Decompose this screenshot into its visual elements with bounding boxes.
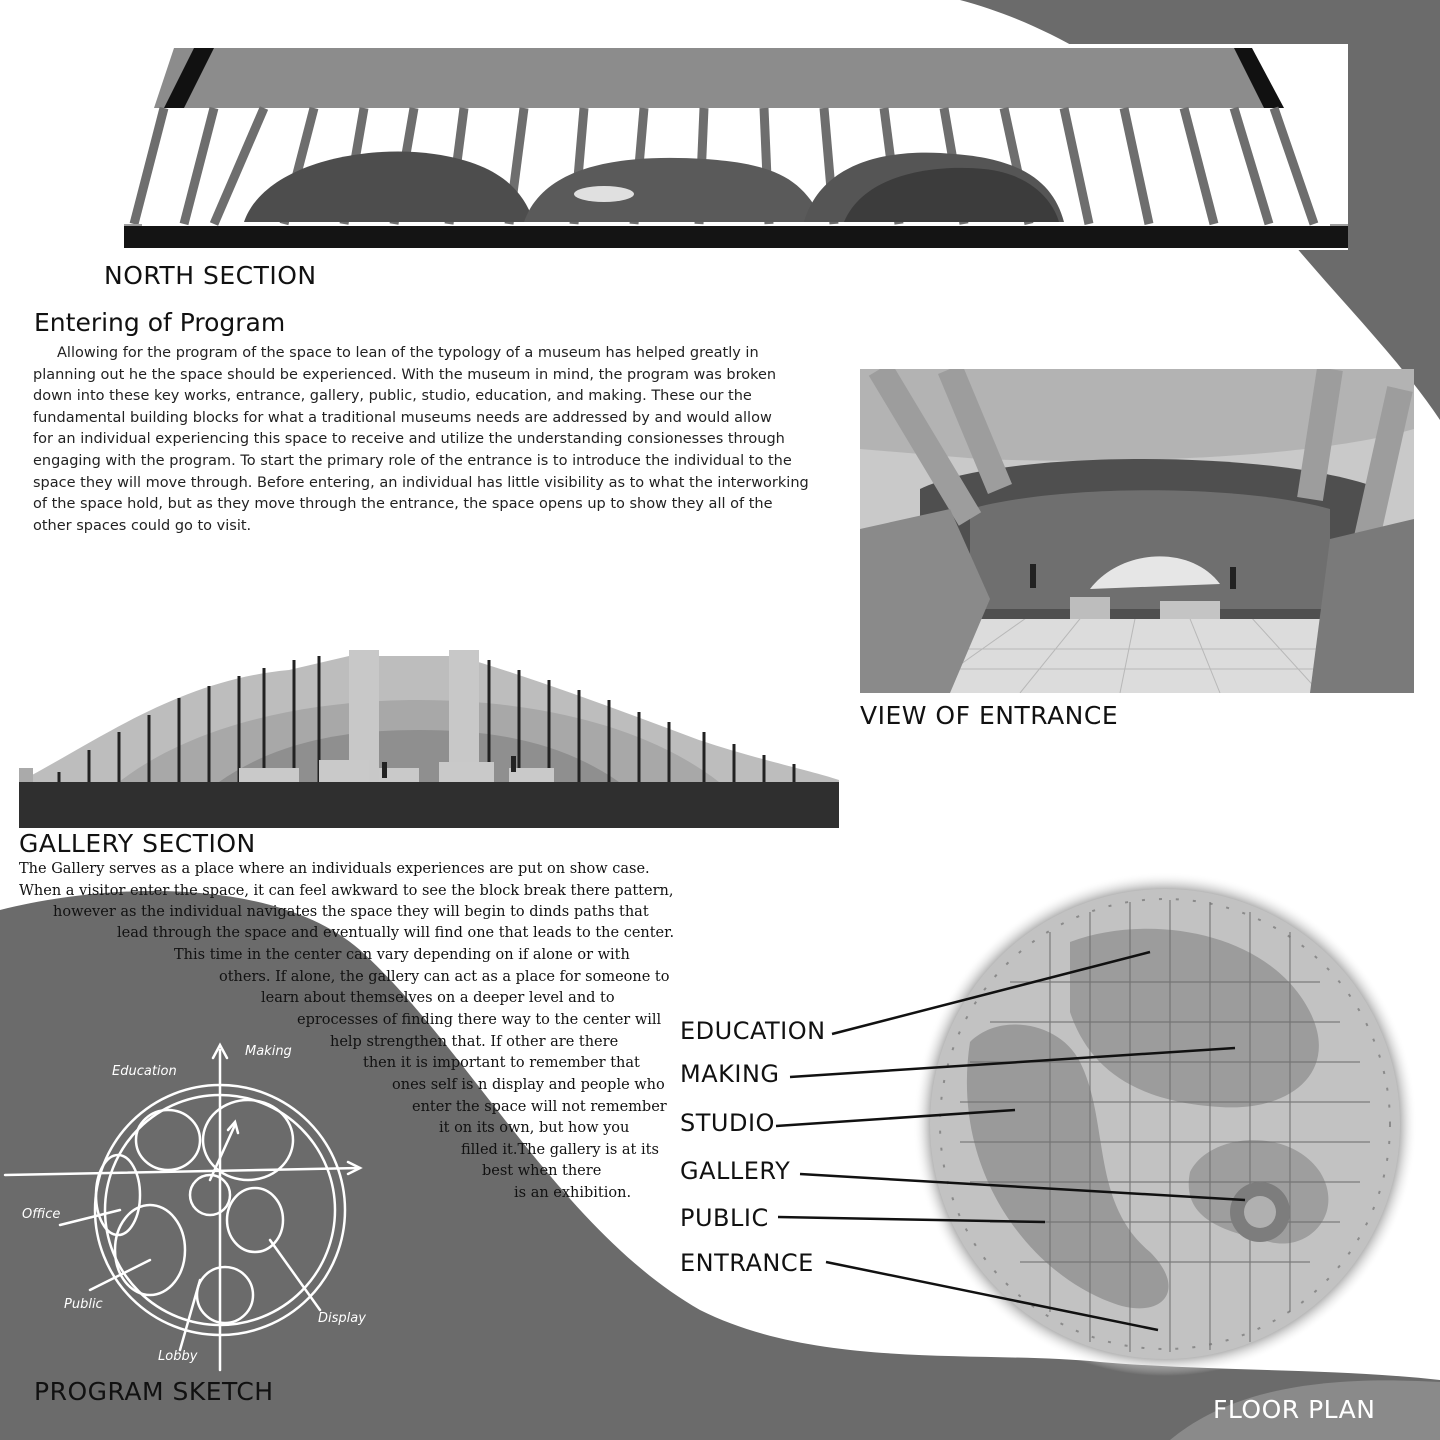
floor-plan-label-making: MAKING xyxy=(680,1060,780,1088)
text-line: lead through the space and eventually will find one that leads to the center. xyxy=(117,925,675,941)
text-line: learn about themselves on a deeper level and to xyxy=(261,990,615,1006)
text-line: fundamental building blocks for what a traditional museums needs are addressed by and would allow xyxy=(33,409,772,426)
sketch-label-display: Display xyxy=(318,1311,366,1326)
gallery-section-caption: GALLERY SECTION xyxy=(19,829,256,858)
floor-plan-label-entrance: ENTRANCE xyxy=(680,1249,814,1277)
text-line: then it is important to remember that xyxy=(363,1055,640,1071)
sketch-label-public: Public xyxy=(64,1297,103,1312)
text-line: The Gallery serves as a place where an individuals experiences are put on show case. xyxy=(19,861,650,877)
text-line: others. If alone, the gallery can act as a place for someone to xyxy=(219,969,670,985)
text-line: it on its own, but how you xyxy=(439,1120,630,1136)
entering-program-heading: Entering of Program xyxy=(34,308,286,337)
text-line: down into these key works, entrance, gallery, public, studio, education, and making. These our the xyxy=(33,388,752,405)
text-line: planning out he the space should be experienced. With the museum in mind, the program was broken xyxy=(33,366,777,383)
view-of-entrance-caption: VIEW OF ENTRANCE xyxy=(860,701,1119,730)
text-line: however as the individual navigates the space they will begin to dinds paths that xyxy=(53,904,649,920)
text-line: When a visitor enter the space, it can feel awkward to see the block break there pattern, xyxy=(19,883,674,899)
text-line: filled it.The gallery is at its xyxy=(461,1142,659,1158)
text-line: other spaces could go to visit. xyxy=(33,517,252,534)
text-line: of the space hold, but as they move through the entrance, the space opens up to show they all of the xyxy=(33,496,773,513)
floor-plan-label-studio: STUDIO xyxy=(680,1109,775,1137)
text-line: for an individual experiencing this space to receive and utilize the understanding consionesses through xyxy=(33,431,785,448)
floor-plan-label-education: EDUCATION xyxy=(680,1017,826,1045)
floor-plan-label-public: PUBLIC xyxy=(680,1204,769,1232)
floor-plan-label-gallery: GALLERY xyxy=(680,1157,791,1185)
north-section-caption: NORTH SECTION xyxy=(104,261,317,290)
floor-plan-caption: FLOOR PLAN xyxy=(1213,1395,1376,1424)
text-line: space they will move through. Before entering, an individual has little visibility as to what the interworking xyxy=(33,474,809,491)
text-line: This time in the center can vary depending on if alone or with xyxy=(174,947,630,963)
text-line: ones self is n display and people who xyxy=(392,1077,665,1093)
text-line: eprocesses of finding there way to the center will xyxy=(297,1012,662,1028)
sketch-label-office: Office xyxy=(22,1207,61,1222)
text-line: is an exhibition. xyxy=(514,1185,632,1201)
sketch-label-education: Education xyxy=(112,1064,177,1079)
program-sketch-caption: PROGRAM SKETCH xyxy=(34,1377,274,1406)
text-line: best when there xyxy=(482,1163,602,1179)
text-line: Allowing for the program of the space to lean of the typology of a museum has helped greatly in xyxy=(57,345,759,361)
text-line: help strengthen that. If other are there xyxy=(330,1034,619,1050)
text-line: enter the space will not remember xyxy=(412,1099,667,1115)
sketch-label-lobby: Lobby xyxy=(158,1349,198,1364)
text-line: engaging with the program. To start the primary role of the entrance is to introduce the individual to the xyxy=(33,452,792,469)
sketch-label-making: Making xyxy=(245,1044,292,1059)
